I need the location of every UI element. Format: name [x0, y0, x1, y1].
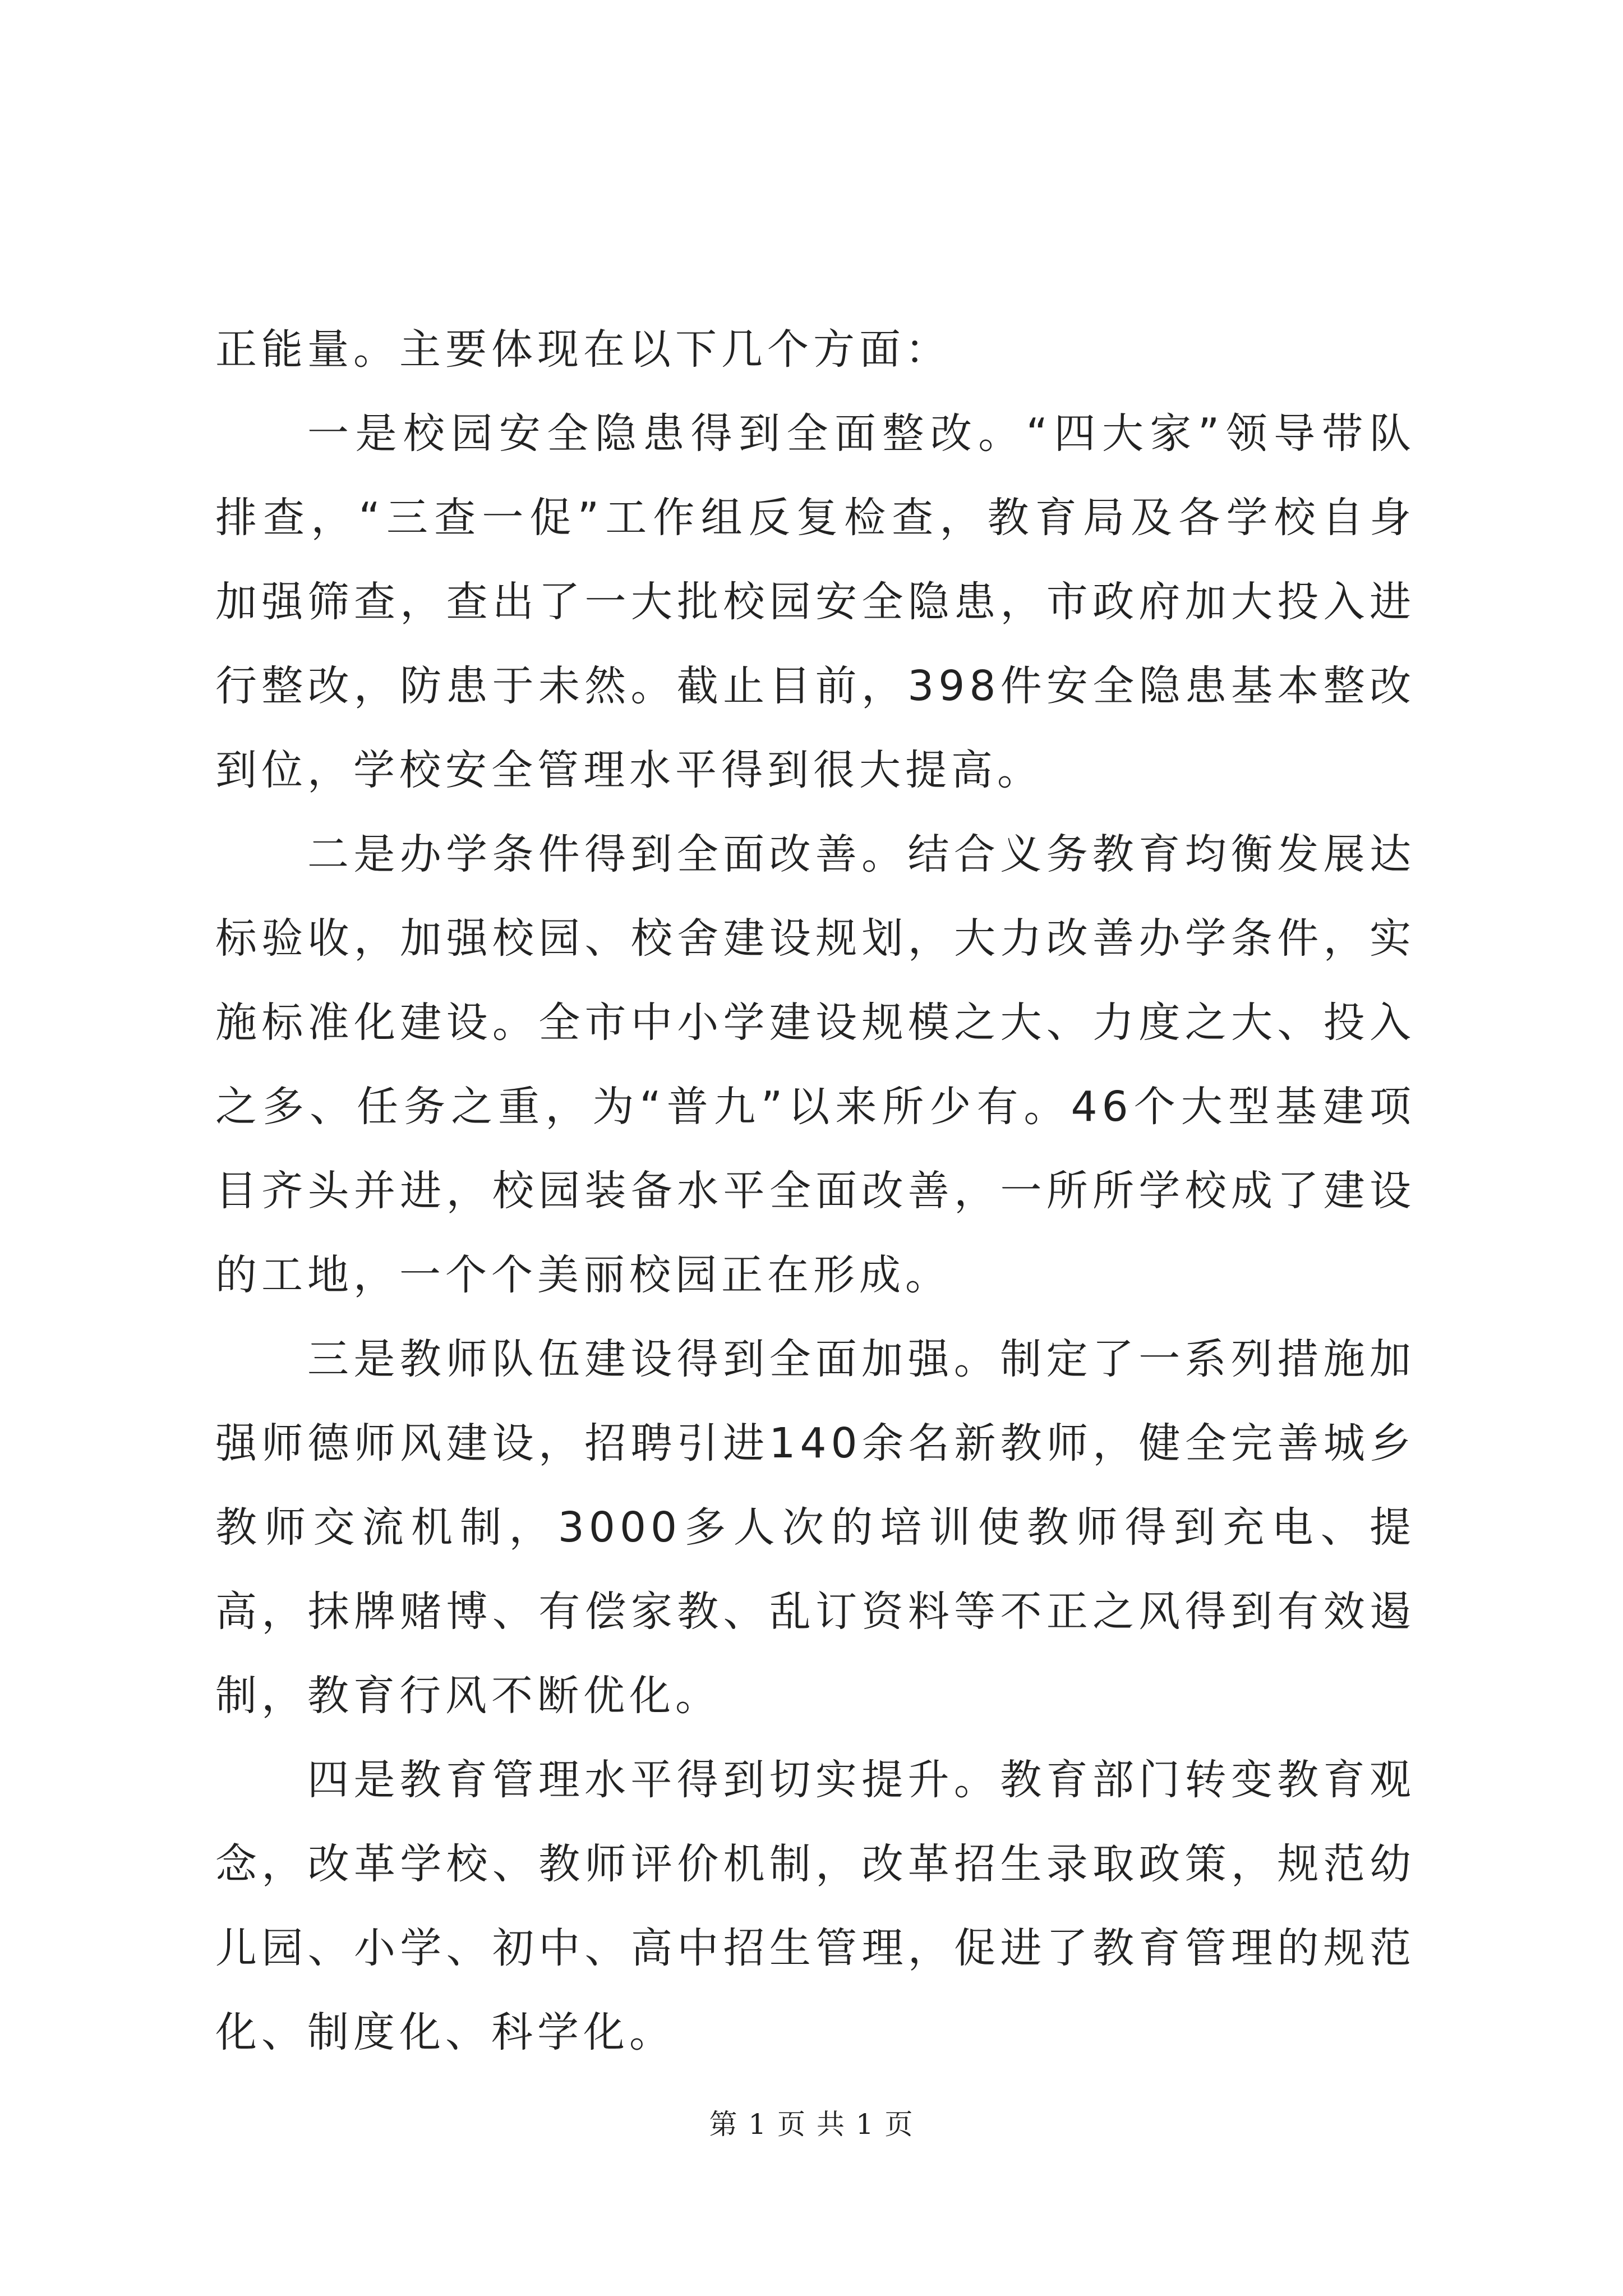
- page-number-footer: 第 1 页 共 1 页: [709, 2108, 914, 2141]
- paragraph-teacher-team: 三是教师队伍建设得到全面加强。制定了一系列措施加强师德师风建设，招聘引进140余名新教师，健全完善城乡教师交流机制，3000多人次的培训使教师得到充电、提高，抹牌赌博、有偿家教、乱订资料等不正之风得到有效遏制，教育行风不断优化。: [215, 1335, 1415, 1720]
- paragraph-education-management: 四是教育管理水平得到切实提升。教育部门转变教育观念，改革学校、教师评价机制，改革招生录取政策，规范幼儿园、小学、初中、高中招生管理，促进了教育管理的规范化、制度化、科学化。: [215, 1756, 1415, 2056]
- document-body: [215, 307, 1415, 2074]
- paragraph-continuation: 正能量。主要体现在以下几个方面：: [215, 325, 951, 374]
- paragraph-campus-safety: 一是校园安全隐患得到全面整改。“四大家”领导带队排查，“三查一促”工作组反复检查，教育局及各学校自身加强筛查，查出了一大批校园安全隐患，市政府加大投入进行整改，防患于未然。截止目前，398件安全隐患基本整改到位，学校安全管理水平得到很大提高。: [215, 409, 1415, 794]
- paragraph-school-conditions: 二是办学条件得到全面改善。结合义务教育均衡发展达标验收，加强校园、校舍建设规划，大力改善办学条件，实施标准化建设。全市中小学建设规模之大、力度之大、投入之多、任务之重，为“普九”以来所少有。46个大型基建项目齐头并进，校园装备水平全面改善，一所所学校成了建设的工地，一个个美丽校园正在形成。: [215, 830, 1415, 1299]
